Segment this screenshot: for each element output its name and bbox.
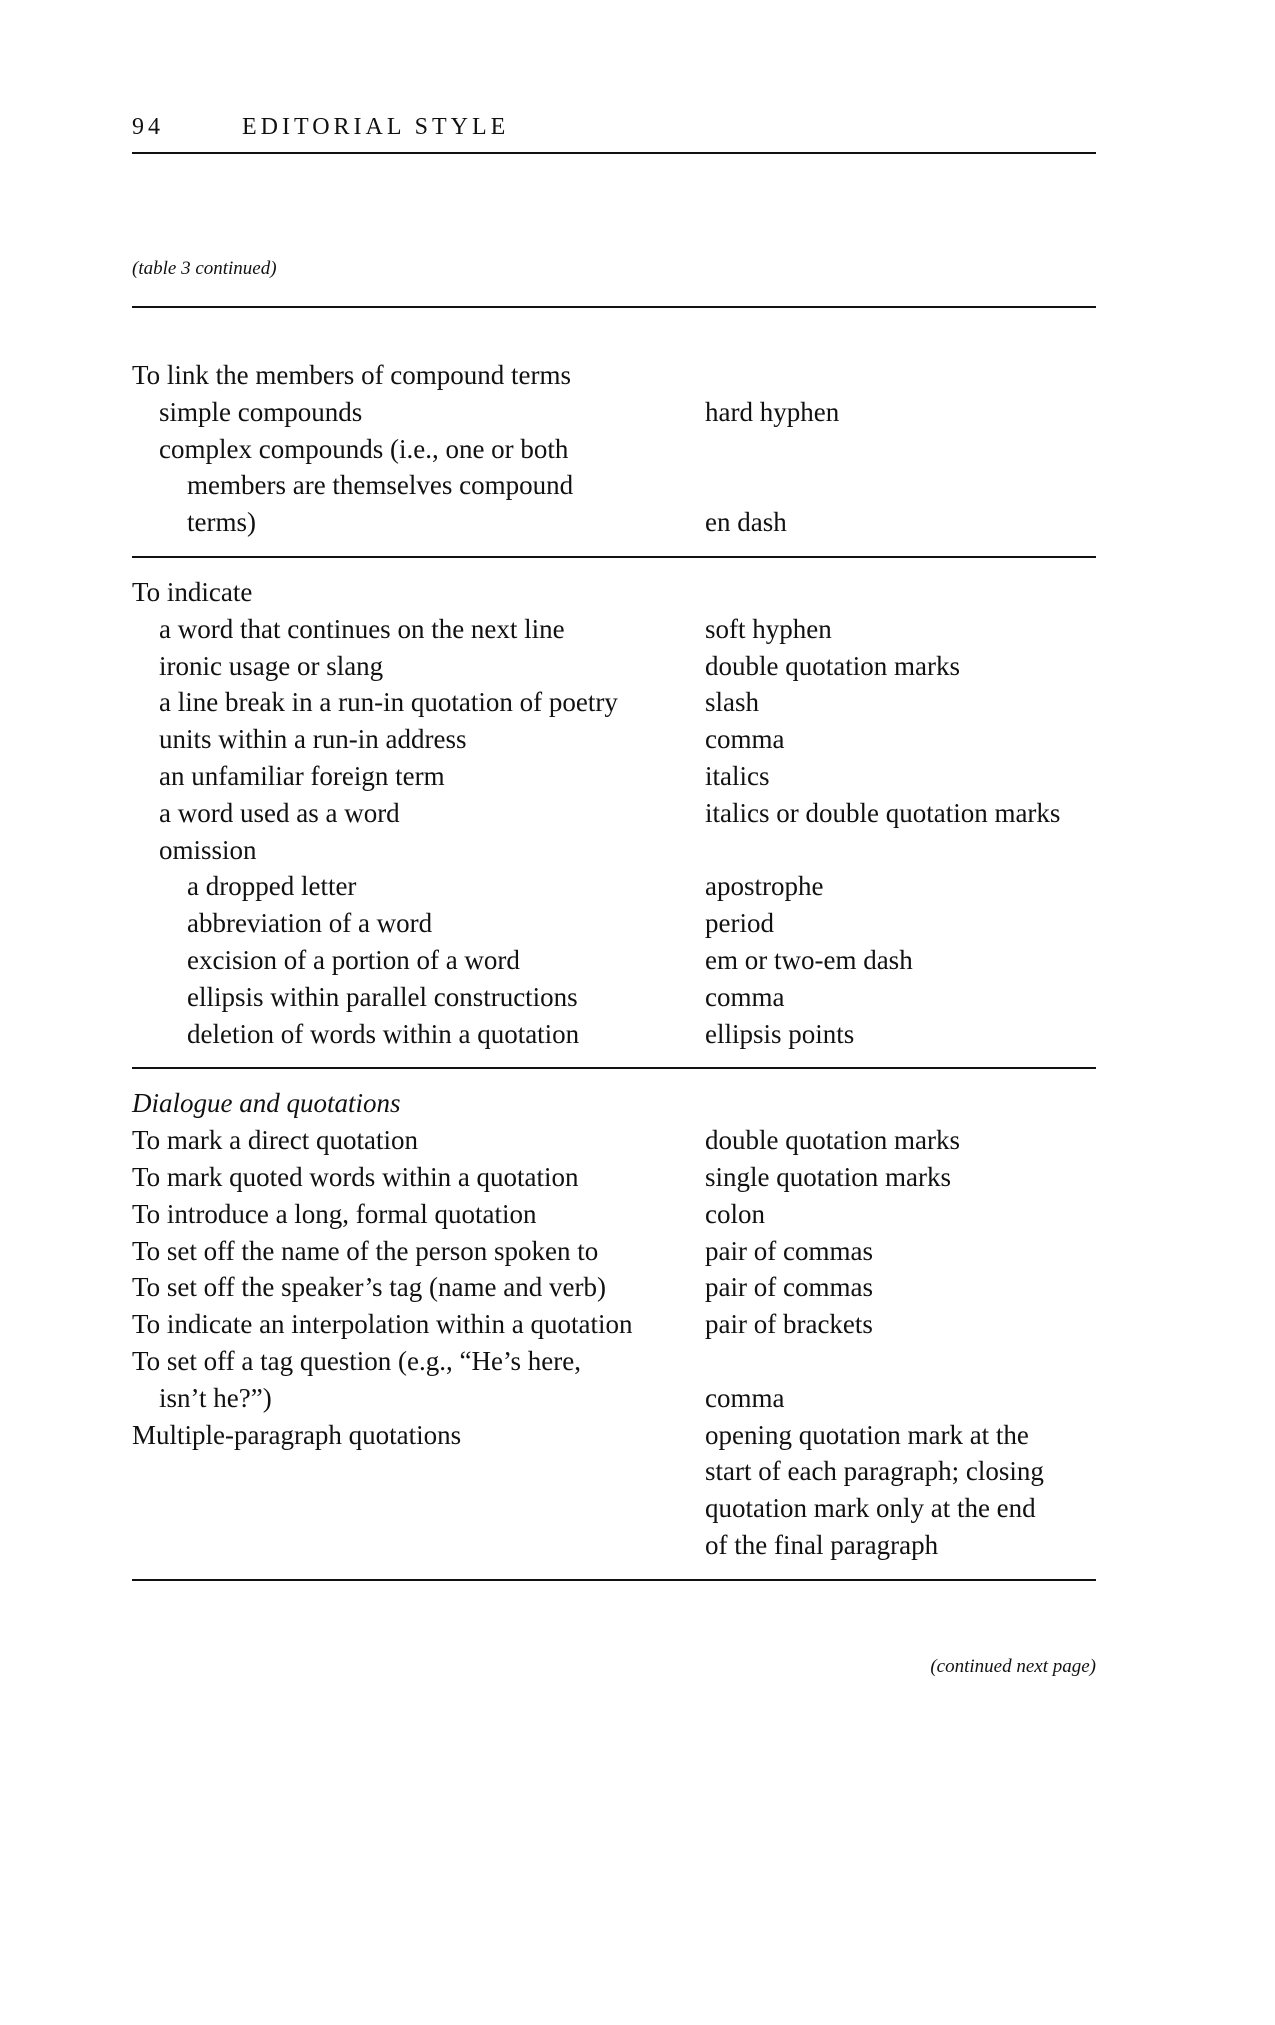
usage-description: complex compounds (i.e., one or both [159, 433, 569, 464]
punctuation-mark: double quotation marks [705, 650, 960, 681]
punctuation-mark: em or two-em dash [705, 944, 913, 975]
usage-description: deletion of words within a quotation [187, 1018, 580, 1049]
punctuation-mark: colon [705, 1198, 765, 1229]
book-page [132, 0, 1096, 2025]
table-continued-label: (table 3 continued) [132, 258, 277, 279]
usage-description: To set off a tag question (e.g., “He’s here, [132, 1345, 581, 1376]
table-row [132, 942, 1096, 979]
usage-description: ironic usage or slang [159, 650, 384, 681]
running-head-title: EDITORIAL STYLE [242, 114, 510, 140]
section-rule [132, 1052, 1096, 1085]
punctuation-mark: apostrophe [705, 871, 824, 902]
usage-description: ellipsis within parallel constructions [187, 981, 578, 1012]
table-row [132, 1417, 1096, 1454]
continued-next-page-label: (continued next page) [930, 1656, 1096, 1677]
table-row [132, 611, 1096, 648]
horizontal-rule [132, 556, 1096, 558]
punctuation-mark: single quotation marks [705, 1161, 951, 1192]
punctuation-mark: comma [705, 724, 785, 755]
usage-description: a word that continues on the next line [159, 613, 565, 644]
usage-description: a word used as a word [159, 797, 400, 828]
punctuation-mark: comma [705, 981, 785, 1012]
table-row [132, 504, 1096, 541]
usage-description: a dropped letter [187, 871, 357, 902]
table-row [132, 357, 1096, 394]
punctuation-mark: of the final paragraph [705, 1529, 939, 1560]
punctuation-mark: double quotation marks [705, 1125, 960, 1156]
table-row [132, 1233, 1096, 1270]
table-row [132, 979, 1096, 1016]
table-row [132, 1380, 1096, 1417]
punctuation-mark: opening quotation mark at the [705, 1419, 1029, 1450]
usage-description: To indicate [132, 576, 253, 607]
table-row [132, 905, 1096, 942]
usage-description: isn’t he?”) [159, 1382, 272, 1413]
punctuation-mark: hard hyphen [705, 396, 840, 427]
usage-description: members are themselves compound [187, 470, 574, 501]
table-row [132, 394, 1096, 431]
table-row [132, 467, 1096, 504]
punctuation-mark: ellipsis points [705, 1018, 855, 1049]
table-row [132, 648, 1096, 685]
table-section [132, 574, 1096, 1052]
punctuation-mark: soft hyphen [705, 613, 832, 644]
table-row [132, 1527, 1096, 1564]
usage-description: To link the members of compound terms [132, 360, 572, 390]
running-head-rule [132, 152, 1096, 154]
table-row [132, 1016, 1096, 1053]
section-rule [132, 541, 1096, 574]
table-row [132, 721, 1096, 758]
page-number: 94 [132, 114, 164, 140]
usage-description: units within a run-in address [159, 724, 467, 755]
punctuation-mark: pair of commas [705, 1235, 873, 1266]
table-section [132, 357, 1096, 541]
table-row [132, 1085, 1096, 1122]
usage-description: To mark quoted words within a quotation [132, 1161, 579, 1192]
punctuation-mark: start of each paragraph; closing [705, 1456, 1044, 1487]
running-head [132, 110, 1096, 144]
punctuation-mark: comma [705, 1382, 785, 1413]
usage-description: To set off the speaker’s tag (name and verb) [132, 1272, 606, 1303]
horizontal-rule [132, 1067, 1096, 1069]
usage-description: simple compounds [159, 396, 363, 427]
section-heading: Dialogue and quotations [132, 1088, 401, 1119]
punctuation-mark: pair of brackets [705, 1309, 873, 1340]
horizontal-rule [132, 1579, 1096, 1581]
usage-description: an unfamiliar foreign term [159, 760, 445, 791]
table-row [132, 1306, 1096, 1343]
table-row [132, 1122, 1096, 1159]
punctuation-mark: en dash [705, 507, 787, 538]
usage-description: To mark a direct quotation [132, 1125, 419, 1156]
usage-description: excision of a portion of a word [187, 944, 520, 975]
table-row [132, 868, 1096, 905]
table-top-rule [132, 306, 1096, 308]
usage-description: abbreviation of a word [187, 908, 433, 939]
table-row [132, 1453, 1096, 1490]
table-row [132, 1490, 1096, 1527]
table-row [132, 1343, 1096, 1380]
usage-description: terms) [187, 507, 256, 538]
table-row [132, 574, 1096, 611]
usage-description: a line break in a run-in quotation of poetry [159, 687, 618, 718]
usage-description: To indicate an interpolation within a quotation [132, 1309, 633, 1340]
table-row [132, 795, 1096, 832]
table-section [132, 1085, 1096, 1563]
punctuation-mark: quotation mark only at the end [705, 1493, 1036, 1524]
section-rule [132, 1564, 1096, 1597]
table-row [132, 832, 1096, 869]
punctuation-mark: italics or double quotation marks [705, 797, 1061, 828]
usage-description: To set off the name of the person spoken to [132, 1235, 599, 1266]
table-row [132, 431, 1096, 468]
table-row [132, 1269, 1096, 1306]
punctuation-table [132, 357, 1096, 1597]
table-row [132, 684, 1096, 721]
usage-description: Multiple-paragraph quotations [132, 1419, 462, 1450]
table-row [132, 1196, 1096, 1233]
punctuation-mark: italics [705, 760, 770, 791]
punctuation-mark: slash [705, 687, 759, 718]
table-row [132, 758, 1096, 795]
punctuation-mark: pair of commas [705, 1272, 873, 1303]
punctuation-mark: period [705, 908, 774, 939]
table-row [132, 1159, 1096, 1196]
usage-description: omission [159, 834, 257, 865]
usage-description: To introduce a long, formal quotation [132, 1198, 537, 1229]
